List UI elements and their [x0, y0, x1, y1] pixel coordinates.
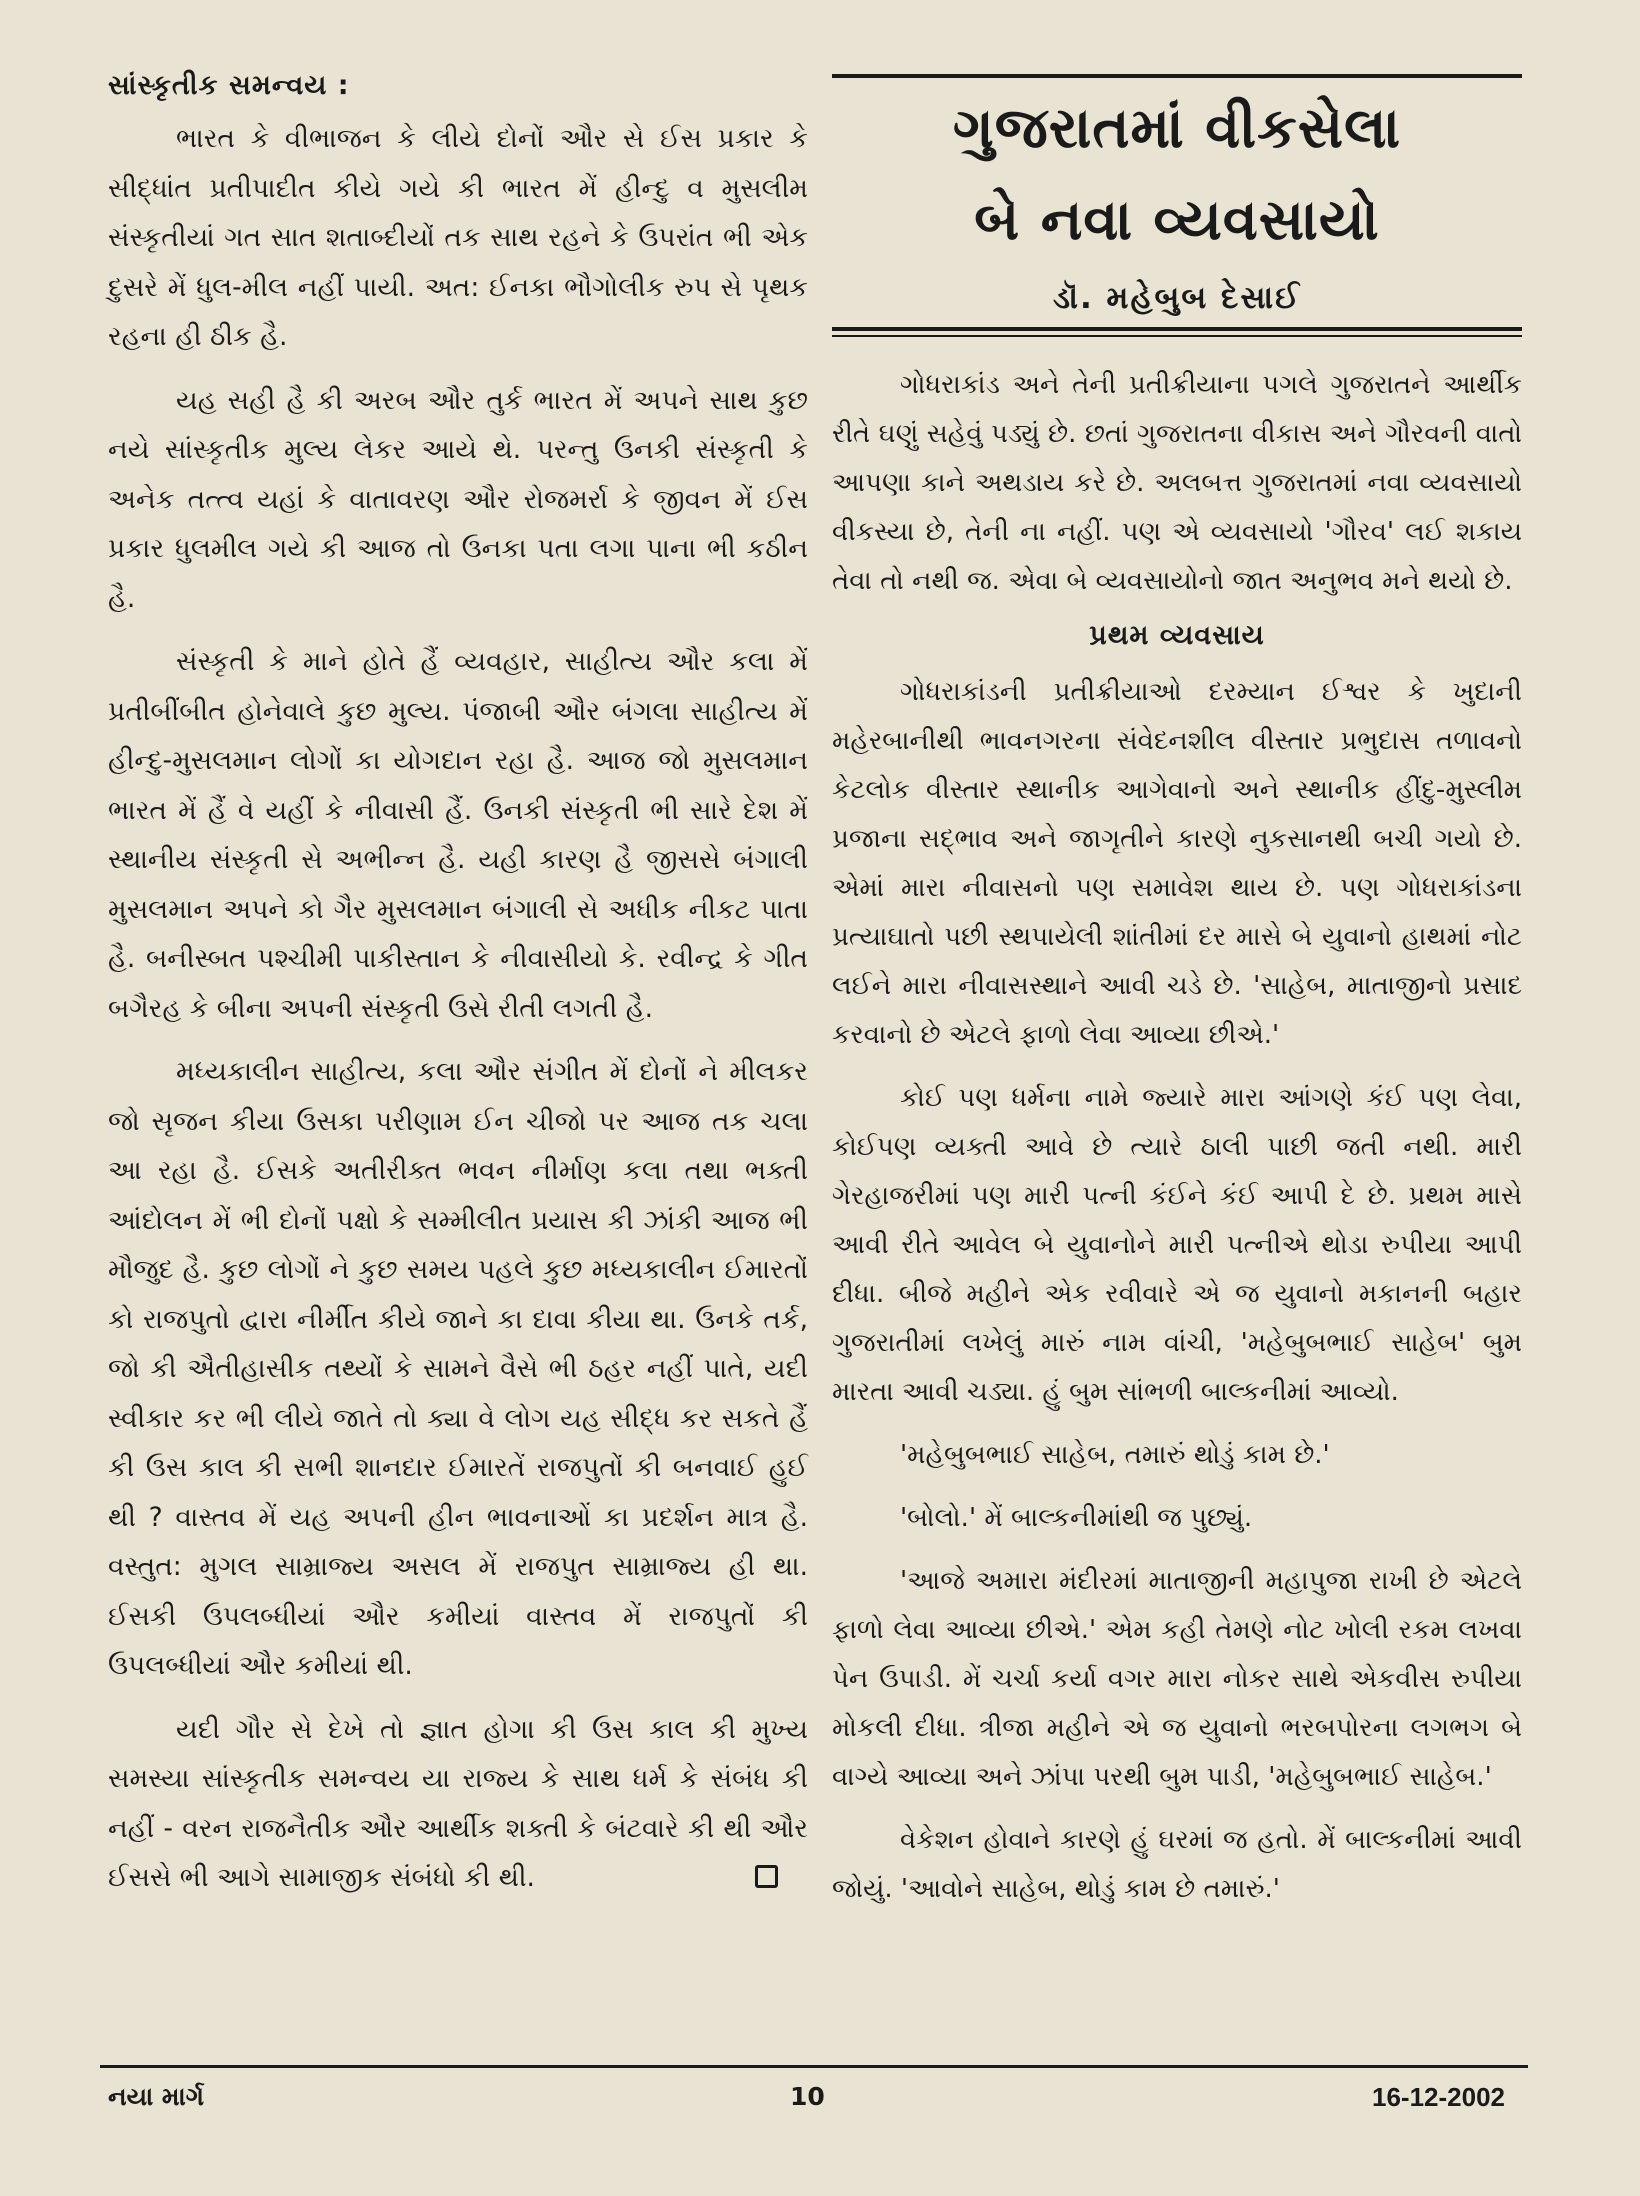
article-subheading: પ્રથમ વ્યવસાય — [1089, 620, 1265, 651]
title-rule-top — [832, 74, 1522, 78]
article-dialog-1: 'મહેબુબભાઈ સાહેબ, તમારું થોડું કામ છે.' — [900, 1440, 1330, 1470]
article-paragraph-4: વેકેશન હોવાને કારણે હું ઘરમાં જ હતો. મેં બાલ્કનીમાં આવી જોયું. 'આવોને સાહેબ, થોડું કામ છે તમારું.' — [832, 1825, 1522, 1904]
article-byline: ડૉ. મહેબુબ દેસાઈ — [1052, 280, 1302, 316]
article-intro: ગોધરાકાંડ અને તેની પ્રતીક્રીયાના પગલે ગુજરાતને આર્થીક રીતે ઘણું સહેવું પડ્યું છે. છતાં ગુજરાતના વીકાસ અને ગૌરવની વાતો આપણા કાને અથડાય કરે છે. અલબત્ત ગુજરાતમાં નવા વ્યવસાયો વીકસ્યા છે, તેની ના નહીં. પણ એ વ્યવસાયો 'ગૌરવ' લઈ શકાય તેવા તો નથી જ. એવા બે વ્યવસાયોનો જાત અનુભવ મને થયો છે. — [832, 370, 1522, 596]
article-paragraph-2: કોઈ પણ ધર્મના નામે જ્યારે મારા આંગણે કંઈ પણ લેવા, કોઈપણ વ્યક્તી આવે છે ત્યારે ઠાલી પાછી જતી નથી. મારી ગેરહાજરીમાં પણ મારી પત્ની કંઈને કંઈ આપી દે છે. પ્રથમ માસે આવી રીતે આવેલ બે યુવાનોને મારી પત્નીએ થોડા રુપીયા આપી દીધા. બીજે મહીને એક રવીવારે એ જ યુવાનો મકાનની બહાર ગુજરાતીમાં લખેલું મારું નામ વાંચી, 'મહેબુબભાઈ સાહેબ' બુમ મારતા આવી ચડ્યા. હું બુમ સાંભળી બાલ્કનીમાં આવ્યો. — [832, 1083, 1522, 1407]
article-title-line-1: ગુજરાતમાં વીકસેલા — [952, 96, 1402, 161]
footer-rule — [100, 2065, 1528, 2068]
left-paragraph-1: ભારત કે વીભાજન કે લીયે દોનોં ઔર સે ઈસ પ્રકાર કે સીદ્ધાંત પ્રતીપાદીત કીયે ગયે કી ભારત મેં હીન્દુ વ મુસલીમ સંસ્કૃતીયાં ગત સાત શતાબ્દીયોં તક સાથ રહને કે ઉપરાંત ભી એક દુસરે મેં ધુલ-મીલ નહીં પાયી. અત: ઈનકા ભૌગોલીક રુપ સે પૃથક રહના હી ઠીક હૈ. — [108, 123, 808, 352]
footer-publication: નયા માર્ગ — [108, 2082, 204, 2111]
article-title-line-2: બે નવા વ્યવસાયો — [974, 188, 1380, 253]
footer-date: 16-12-2002 — [1372, 2082, 1505, 2112]
left-paragraph-2: યહ સહી હૈ કી અરબ ઔર તુર્ક ભારત મેં અપને સાથ કુછ નયે સાંસ્કૃતીક મુલ્ય લેકર આયે થે. પરન્તુ ઉનકી સંસ્કૃતી કે અનેક તત્ત્વ યહાં કે વાતાવરણ ઔર રોજમર્રા કે જીવન મેં ઈસ પ્રકાર ધુલમીલ ગયે કી આજ તો ઉનકા પતા લગા પાના ભી કઠીન હૈ. — [108, 384, 808, 614]
article-paragraph-1: ગોધરાકાંડની પ્રતીક્રીયાઓ દરમ્યાન ઈશ્વર કે ખુદાની મહેરબાનીથી ભાવનગરના સંવેદનશીલ વીસ્તાર પ્રભુદાસ તળાવનો કેટલોક વીસ્તાર સ્થાનીક આગેવાનો અને સ્થાનીક હીંદુ-મુસ્લીમ પ્રજાના સદ્ભાવ અને જાગૃતીને કારણે નુકસાનથી બચી ગયો છે. એમાં મારા નીવાસનો પણ સમાવેશ થાય છે. પણ ગોધરાકાંડના પ્રત્યાઘાતો પછી સ્થપાયેલી શાંતીમાં દર માસે બે યુવાનો હાથમાં નોટ લઈને મારા નીવાસસ્થાને આવી ચડે છે. 'સાહેબ, માતાજીનો પ્રસાદ કરવાનો છે એટલે ફાળો લેવા આવ્યા છીએ.' — [832, 677, 1522, 1050]
right-column — [832, 70, 1522, 1928]
left-paragraph-4: મધ્યકાલીન સાહીત્ય, કલા ઔર સંગીત મેં દોનોં ને મીલકર જો સૃજન કીયા ઉસકા પરીણામ ઈન ચીજો પર આજ તક ચલા આ રહા હૈ. ઈસકે અતીરીક્ત ભવન નીર્માણ કલા તથા ભક્તી આંદોલન મેં ભી દોનોં પક્ષો કે સમ્મીલીત પ્રયાસ કી ઝાંકી આજ ભી મૌજુદ હૈ. કુછ લોગોં ને કુછ સમય પહલે કુછ મધ્યકાલીન ઈમારતોં કો રાજપુતો દ્વારા નીર્મીત કીયે જાને કા દાવા કીયા થા. ઉનકે તર્ક, જો કી ઐતીહાસીક તથ્યોં કે સામને વૈસે ભી ઠહર નહીં પાતે, યદી સ્વીકાર કર ભી લીયે જાતે તો ક્યા વે લોગ યહ સીદ્ધ કર સકતે હૈં કી ઉસ કાલ કી સભી શાનદાર ઈમારતેં રાજપુતોં કી બનવાઈ હુઈ થી ? વાસ્તવ મેં યહ અપની હીન ભાવનાઓં કા પ્રદર્શન માત્ર હૈ. વસ્તુત: મુગલ સામ્રાજ્ય અસલ મેં રાજપુત સામ્રાજ્ય હી થા. ઈસકી ઉપલબ્ધીયાં ઔર કમીયાં વાસ્તવ મેં રાજપુતોં કી ઉપલબ્ધીયાં ઔર કમીયાં થી. — [108, 1056, 808, 1681]
left-column — [108, 70, 808, 1917]
left-paragraph-5 — [108, 1705, 808, 1903]
title-rule-bottom-thin — [832, 335, 1522, 337]
footer-page-number: 10 — [790, 2082, 825, 2111]
article-paragraph-3: 'આજે અમારા મંદીરમાં માતાજીની મહાપુજા રાખી છે એટલે ફાળો લેવા આવ્યા છીએ.' એમ કહી તેમણે નોટ ખોલી રકમ લખવા પેન ઉપાડી. મેં ચર્ચા કર્યા વગર મારા નોકર સાથે એકવીસ રુપીયા મોકલી દીધા. ત્રીજા મહીને એ જ યુવાનો ભરબપોરના લગભગ બે વાગ્યે આવ્યા અને ઝાંપા પરથી બુમ પાડી, 'મહેબુબભાઈ સાહેબ.' — [832, 1566, 1522, 1792]
article-dialog-2: 'બોલો.' મેં બાલ્કનીમાંથી જ પુછ્યું. — [900, 1503, 1253, 1533]
left-paragraph-3: સંસ્કૃતી કે માને હોતે હૈં વ્યવહાર, સાહીત્ય ઔર કલા મેં પ્રતીબીંબીત હોનેવાલે કુછ મુલ્ય. પંજાબી ઔર બંગલા સાહીત્ય મેં હીન્દુ-મુસલમાન લોગોં કા યોગદાન રહા હૈ. આજ જો મુસલમાન ભારત મેં હૈં વે યહીં કે નીવાસી હૈં. ઉનકી સંસ્કૃતી ભી સારે દેશ મેં સ્થાનીય સંસ્કૃતી સે અભીન્ન હૈ. યહી કારણ હૈ જીસસે બંગાલી મુસલમાન અપને કો ગૈર મુસલમાન બંગાલી સે અધીક નીકટ પાતા હૈ. બનીસ્બત પશ્ચીમી પાકીસ્તાન કે નીવાસીયો કે. રવીન્દ્ર કે ગીત બગૈરહ કે બીના અપની સંસ્કૃતી ઉસે રીતી લગતી હૈ. — [108, 646, 808, 1024]
left-paragraph-5-text: યદી ગૌર સે દેખે તો જ્ઞાત હોગા કી ઉસ કાલ કી મુખ્ય સમસ્યા સાંસ્કૃતીક સમન્વય યા રાજ્ય કે સાથ ધર્મ કે સંબંધ કી નહીં - વરન રાજનૈતીક ઔર આર્થીક શક્તી કે બંટવારે કી થી ઔર ઈસસે ભી આગે સામાજીક સંબંધો કી થી. — [108, 1713, 808, 1893]
article-end-mark-icon — [755, 1865, 778, 1888]
section-heading: સાંસ્કૃતીક સમન્વય : — [108, 70, 350, 101]
title-rule-bottom — [832, 327, 1522, 331]
